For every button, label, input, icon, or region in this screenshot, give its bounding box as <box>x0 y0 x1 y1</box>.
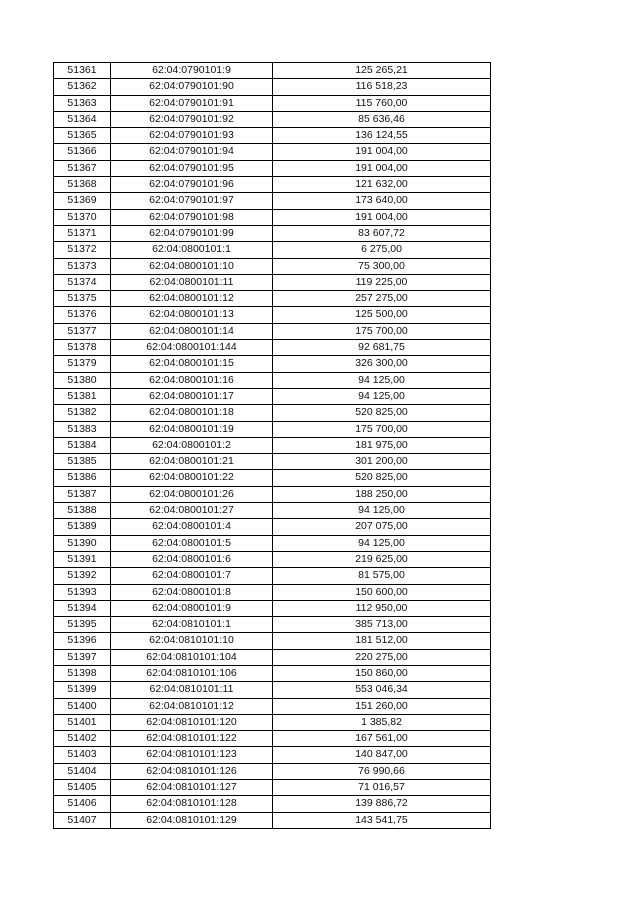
cadastral-number-cell: 62:04:0810101:104 <box>111 649 273 665</box>
cadastral-value-cell: 257 275,00 <box>273 291 491 307</box>
table-row <box>54 698 491 714</box>
cadastral-number-cell: 62:04:0800101:21 <box>111 454 273 470</box>
cadastral-value-cell: 6 275,00 <box>273 242 491 258</box>
cadastral-number-cell: 62:04:0790101:9 <box>111 63 273 79</box>
row-number-cell: 51371 <box>54 225 111 241</box>
cadastral-number-cell: 62:04:0800101:10 <box>111 258 273 274</box>
row-number-cell: 51367 <box>54 160 111 176</box>
cadastral-number-cell: 62:04:0800101:13 <box>111 307 273 323</box>
cadastral-value-cell: 191 004,00 <box>273 209 491 225</box>
row-number-cell: 51392 <box>54 568 111 584</box>
cadastral-value-cell: 119 225,00 <box>273 274 491 290</box>
row-number-cell: 51394 <box>54 600 111 616</box>
cadastral-number-cell: 62:04:0810101:127 <box>111 780 273 796</box>
cadastral-number-cell: 62:04:0800101:1 <box>111 242 273 258</box>
cadastral-value-cell: 220 275,00 <box>273 649 491 665</box>
cadastral-number-cell: 62:04:0800101:2 <box>111 437 273 453</box>
table-row <box>54 274 491 290</box>
table-row <box>54 405 491 421</box>
table-row <box>54 340 491 356</box>
cadastral-number-cell: 62:04:0810101:120 <box>111 714 273 730</box>
cadastral-value-cell: 385 713,00 <box>273 617 491 633</box>
row-number-cell: 51390 <box>54 535 111 551</box>
table-row <box>54 323 491 339</box>
row-number-cell: 51405 <box>54 780 111 796</box>
cadastral-value-cell: 94 125,00 <box>273 388 491 404</box>
row-number-cell: 51397 <box>54 649 111 665</box>
cadastral-value-cell: 191 004,00 <box>273 160 491 176</box>
row-number-cell: 51377 <box>54 323 111 339</box>
cadastral-number-cell: 62:04:0790101:92 <box>111 111 273 127</box>
cadastral-number-cell: 62:04:0810101:106 <box>111 665 273 681</box>
table-row <box>54 258 491 274</box>
cadastral-value-cell: 175 700,00 <box>273 323 491 339</box>
cadastral-number-cell: 62:04:0800101:4 <box>111 519 273 535</box>
table-row <box>54 551 491 567</box>
cadastral-number-cell: 62:04:0800101:11 <box>111 274 273 290</box>
cadastral-number-cell: 62:04:0800101:144 <box>111 340 273 356</box>
table-row <box>54 160 491 176</box>
cadastral-number-cell: 62:04:0790101:93 <box>111 128 273 144</box>
table-row <box>54 584 491 600</box>
cadastral-value-cell: 219 625,00 <box>273 551 491 567</box>
row-number-cell: 51368 <box>54 177 111 193</box>
table-row <box>54 714 491 730</box>
row-number-cell: 51378 <box>54 340 111 356</box>
row-number-cell: 51370 <box>54 209 111 225</box>
table-row <box>54 63 491 79</box>
row-number-cell: 51391 <box>54 551 111 567</box>
table-row <box>54 454 491 470</box>
row-number-cell: 51380 <box>54 372 111 388</box>
cadastral-value-cell: 85 636,46 <box>273 111 491 127</box>
table-row <box>54 144 491 160</box>
cadastral-value-cell: 191 004,00 <box>273 144 491 160</box>
cadastral-number-cell: 62:04:0790101:95 <box>111 160 273 176</box>
row-number-cell: 51365 <box>54 128 111 144</box>
cadastral-value-cell: 173 640,00 <box>273 193 491 209</box>
table-row <box>54 372 491 388</box>
row-number-cell: 51375 <box>54 291 111 307</box>
table-row <box>54 79 491 95</box>
cadastral-value-cell: 207 075,00 <box>273 519 491 535</box>
row-number-cell: 51374 <box>54 274 111 290</box>
cadastral-value-cell: 94 125,00 <box>273 535 491 551</box>
row-number-cell: 51369 <box>54 193 111 209</box>
row-number-cell: 51376 <box>54 307 111 323</box>
cadastral-number-cell: 62:04:0810101:10 <box>111 633 273 649</box>
cadastral-number-cell: 62:04:0800101:14 <box>111 323 273 339</box>
row-number-cell: 51403 <box>54 747 111 763</box>
table-row <box>54 535 491 551</box>
table-row <box>54 421 491 437</box>
cadastral-number-cell: 62:04:0790101:98 <box>111 209 273 225</box>
cadastral-number-cell: 62:04:0800101:22 <box>111 470 273 486</box>
cadastral-value-cell: 150 860,00 <box>273 665 491 681</box>
cadastral-value-cell: 92 681,75 <box>273 340 491 356</box>
table-row <box>54 225 491 241</box>
cadastral-value-cell: 125 500,00 <box>273 307 491 323</box>
cadastral-number-cell: 62:04:0810101:128 <box>111 796 273 812</box>
row-number-cell: 51373 <box>54 258 111 274</box>
row-number-cell: 51399 <box>54 682 111 698</box>
row-number-cell: 51388 <box>54 503 111 519</box>
table-row <box>54 812 491 828</box>
cadastral-value-cell: 188 250,00 <box>273 486 491 502</box>
table-row <box>54 177 491 193</box>
row-number-cell: 51364 <box>54 111 111 127</box>
table-row <box>54 747 491 763</box>
cadastral-number-cell: 62:04:0800101:19 <box>111 421 273 437</box>
cadastral-number-cell: 62:04:0810101:126 <box>111 763 273 779</box>
table-row <box>54 209 491 225</box>
table-row <box>54 780 491 796</box>
cadastral-number-cell: 62:04:0800101:17 <box>111 388 273 404</box>
cadastral-value-cell: 139 886,72 <box>273 796 491 812</box>
table-row <box>54 356 491 372</box>
row-number-cell: 51400 <box>54 698 111 714</box>
table-row <box>54 568 491 584</box>
row-number-cell: 51362 <box>54 79 111 95</box>
cadastral-number-cell: 62:04:0790101:99 <box>111 225 273 241</box>
row-number-cell: 51385 <box>54 454 111 470</box>
row-number-cell: 51406 <box>54 796 111 812</box>
cadastral-value-cell: 76 990,66 <box>273 763 491 779</box>
table-row <box>54 519 491 535</box>
cadastral-value-cell: 81 575,00 <box>273 568 491 584</box>
cadastral-value-cell: 326 300,00 <box>273 356 491 372</box>
table-row <box>54 111 491 127</box>
cadastral-value-cell: 553 046,34 <box>273 682 491 698</box>
cadastral-value-cell: 181 975,00 <box>273 437 491 453</box>
row-number-cell: 51407 <box>54 812 111 828</box>
table-row <box>54 193 491 209</box>
cadastral-number-cell: 62:04:0810101:122 <box>111 731 273 747</box>
table-row <box>54 600 491 616</box>
cadastral-value-cell: 181 512,00 <box>273 633 491 649</box>
row-number-cell: 51366 <box>54 144 111 160</box>
row-number-cell: 51395 <box>54 617 111 633</box>
cadastral-value-cell: 167 561,00 <box>273 731 491 747</box>
row-number-cell: 51361 <box>54 63 111 79</box>
cadastral-value-cell: 151 260,00 <box>273 698 491 714</box>
table-row <box>54 437 491 453</box>
table-row <box>54 307 491 323</box>
row-number-cell: 51393 <box>54 584 111 600</box>
table-row <box>54 388 491 404</box>
cadastral-value-cell: 520 825,00 <box>273 405 491 421</box>
table-row <box>54 633 491 649</box>
table-row <box>54 649 491 665</box>
row-number-cell: 51396 <box>54 633 111 649</box>
row-number-cell: 51381 <box>54 388 111 404</box>
table-row <box>54 763 491 779</box>
cadastral-number-cell: 62:04:0810101:11 <box>111 682 273 698</box>
cadastral-value-cell: 143 541,75 <box>273 812 491 828</box>
cadastral-number-cell: 62:04:0800101:18 <box>111 405 273 421</box>
table-row <box>54 470 491 486</box>
cadastral-number-cell: 62:04:0790101:90 <box>111 79 273 95</box>
row-number-cell: 51372 <box>54 242 111 258</box>
row-number-cell: 51402 <box>54 731 111 747</box>
table-row <box>54 665 491 681</box>
cadastral-value-cell: 75 300,00 <box>273 258 491 274</box>
cadastral-number-cell: 62:04:0790101:96 <box>111 177 273 193</box>
cadastral-number-cell: 62:04:0790101:91 <box>111 95 273 111</box>
row-number-cell: 51383 <box>54 421 111 437</box>
cadastral-number-cell: 62:04:0800101:12 <box>111 291 273 307</box>
cadastral-number-cell: 62:04:0800101:15 <box>111 356 273 372</box>
row-number-cell: 51398 <box>54 665 111 681</box>
cadastral-value-cell: 140 847,00 <box>273 747 491 763</box>
cadastral-value-cell: 83 607,72 <box>273 225 491 241</box>
cadastral-value-cell: 94 125,00 <box>273 372 491 388</box>
cadastral-value-cell: 1 385,82 <box>273 714 491 730</box>
table-row <box>54 486 491 502</box>
table-row <box>54 796 491 812</box>
table-row <box>54 242 491 258</box>
table-row <box>54 503 491 519</box>
table-row <box>54 682 491 698</box>
row-number-cell: 51379 <box>54 356 111 372</box>
cadastral-number-cell: 62:04:0800101:27 <box>111 503 273 519</box>
table-row <box>54 291 491 307</box>
cadastral-number-cell: 62:04:0800101:5 <box>111 535 273 551</box>
cadastral-value-cell: 301 200,00 <box>273 454 491 470</box>
row-number-cell: 51389 <box>54 519 111 535</box>
cadastral-value-cell: 175 700,00 <box>273 421 491 437</box>
row-number-cell: 51401 <box>54 714 111 730</box>
table-row <box>54 731 491 747</box>
table-body <box>54 63 491 829</box>
cadastral-number-cell: 62:04:0790101:94 <box>111 144 273 160</box>
cadastral-value-cell: 71 016,57 <box>273 780 491 796</box>
cadastral-value-cell: 116 518,23 <box>273 79 491 95</box>
table-row <box>54 617 491 633</box>
cadastral-value-cell: 115 760,00 <box>273 95 491 111</box>
cadastral-number-cell: 62:04:0810101:12 <box>111 698 273 714</box>
row-number-cell: 51382 <box>54 405 111 421</box>
cadastral-value-cell: 112 950,00 <box>273 600 491 616</box>
cadastral-number-cell: 62:04:0800101:16 <box>111 372 273 388</box>
cadastral-value-cell: 136 124,55 <box>273 128 491 144</box>
cadastral-number-cell: 62:04:0810101:129 <box>111 812 273 828</box>
cadastral-number-cell: 62:04:0800101:9 <box>111 600 273 616</box>
table-row <box>54 128 491 144</box>
cadastral-value-cell: 94 125,00 <box>273 503 491 519</box>
row-number-cell: 51404 <box>54 763 111 779</box>
cadastral-number-cell: 62:04:0800101:7 <box>111 568 273 584</box>
cadastral-number-cell: 62:04:0810101:1 <box>111 617 273 633</box>
row-number-cell: 51387 <box>54 486 111 502</box>
cadastral-number-cell: 62:04:0800101:6 <box>111 551 273 567</box>
row-number-cell: 51384 <box>54 437 111 453</box>
row-number-cell: 51363 <box>54 95 111 111</box>
cadastral-number-cell: 62:04:0810101:123 <box>111 747 273 763</box>
cadastral-value-table <box>53 62 491 829</box>
cadastral-value-cell: 121 632,00 <box>273 177 491 193</box>
cadastral-value-cell: 150 600,00 <box>273 584 491 600</box>
cadastral-value-cell: 125 265,21 <box>273 63 491 79</box>
cadastral-number-cell: 62:04:0800101:26 <box>111 486 273 502</box>
row-number-cell: 51386 <box>54 470 111 486</box>
cadastral-value-cell: 520 825,00 <box>273 470 491 486</box>
table-row <box>54 95 491 111</box>
cadastral-number-cell: 62:04:0800101:8 <box>111 584 273 600</box>
cadastral-number-cell: 62:04:0790101:97 <box>111 193 273 209</box>
